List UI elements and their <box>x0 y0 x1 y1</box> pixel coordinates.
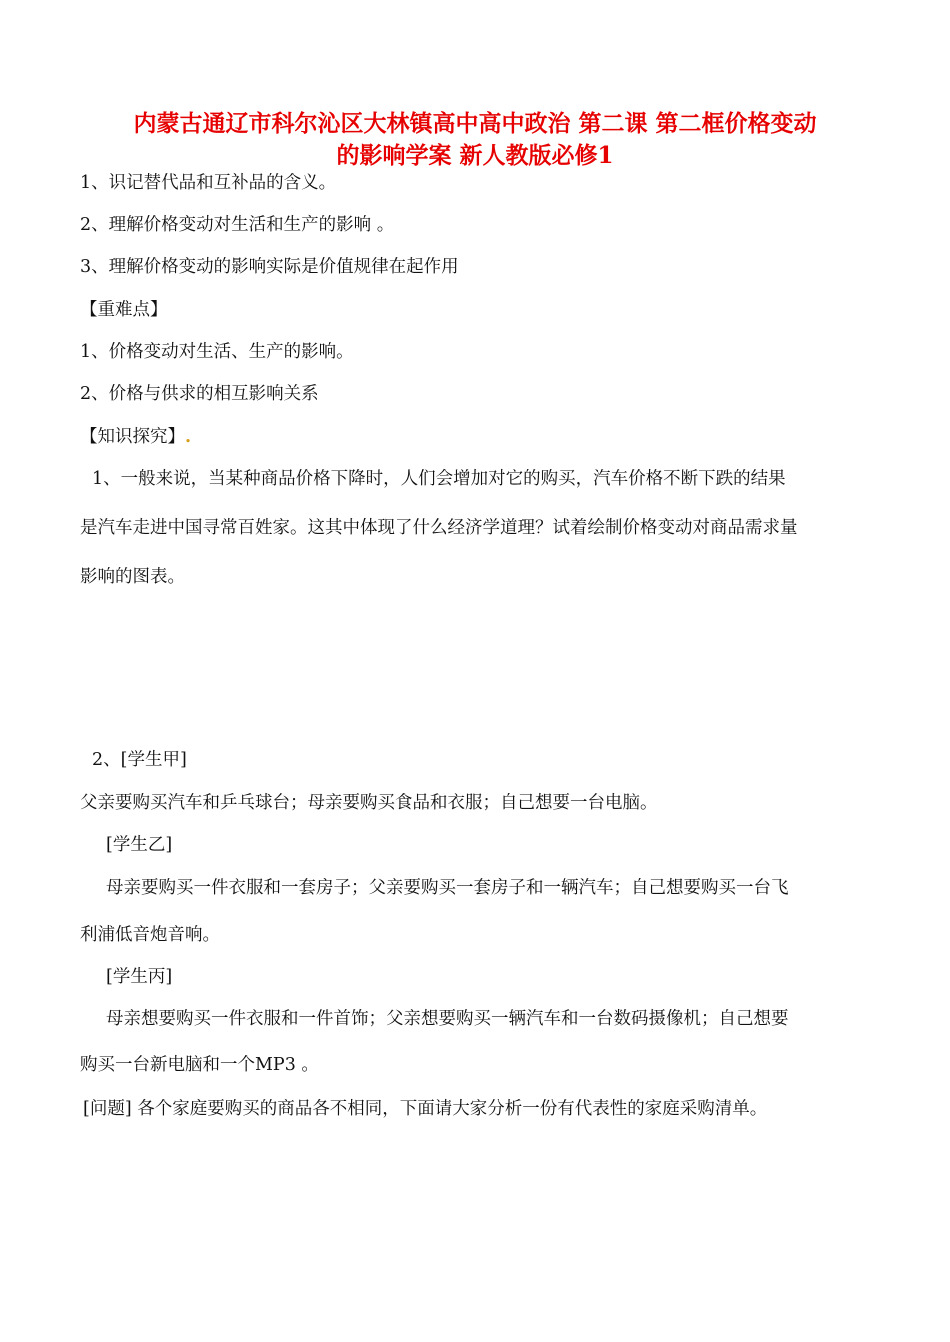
student-c-line-2: 购买一台新电脑和一个MP3 。 <box>80 1055 319 1075</box>
question-1-line-2: 是汽车走进中国寻常百姓家。这其中体现了什么经济学道理？试着绘制价格变动对商品需求量 <box>80 518 798 538</box>
document-title <box>80 108 870 172</box>
student-a-text: 父亲要购买汽车和乒乓球台；母亲要购买食品和衣服；自己想要一台电脑。 <box>80 793 658 813</box>
goal-2: 2、理解价格变动对生活和生产的影响 。 <box>80 215 395 235</box>
explore-heading: 【知识探究】 <box>80 427 185 447</box>
student-b-line-2: 利浦低音炮音响。 <box>80 925 220 945</box>
student-b-line-1: 母亲要购买一件衣服和一套房子；父亲要购买一套房子和一辆汽车；自己想要购买一台飞 <box>106 878 789 898</box>
question-2-label: 2、[学生甲] <box>92 750 187 770</box>
key-points-heading: 【重难点】 <box>80 300 168 320</box>
student-c-line-1: 母亲想要购买一件衣服和一件首饰；父亲想要购买一辆汽车和一台数码摄像机；自己想要 <box>106 1009 789 1029</box>
student-b-label: [学生乙] <box>106 835 173 855</box>
question-text: [问题] 各个家庭要购买的商品各不相同，下面请大家分析一份有代表性的家庭采购清单。 <box>83 1099 768 1119</box>
key-point-2: 2、价格与供求的相互影响关系 <box>80 384 319 404</box>
student-c-label: [学生丙] <box>106 967 173 987</box>
question-1-line-1: 1、一般来说，当某种商品价格下降时，人们会增加对它的购买，汽车价格不断下跌的结果 <box>92 469 786 489</box>
explore-dot: . <box>185 427 192 447</box>
goal-1: 1、识记替代品和互补品的含义。 <box>80 173 337 193</box>
question-1-line-3: 影响的图表。 <box>80 567 185 587</box>
title-line-2: 的影响学案 新人教版必修1 <box>336 142 614 169</box>
title-line-1: 内蒙古通辽市科尔沁区大林镇高中高中政治 第二课 第二框价格变动 <box>133 110 817 137</box>
explore-heading-row <box>80 424 880 450</box>
key-point-1: 1、价格变动对生活、生产的影响。 <box>80 342 354 362</box>
goal-3: 3、理解价格变动的影响实际是价值规律在起作用 <box>80 257 459 277</box>
